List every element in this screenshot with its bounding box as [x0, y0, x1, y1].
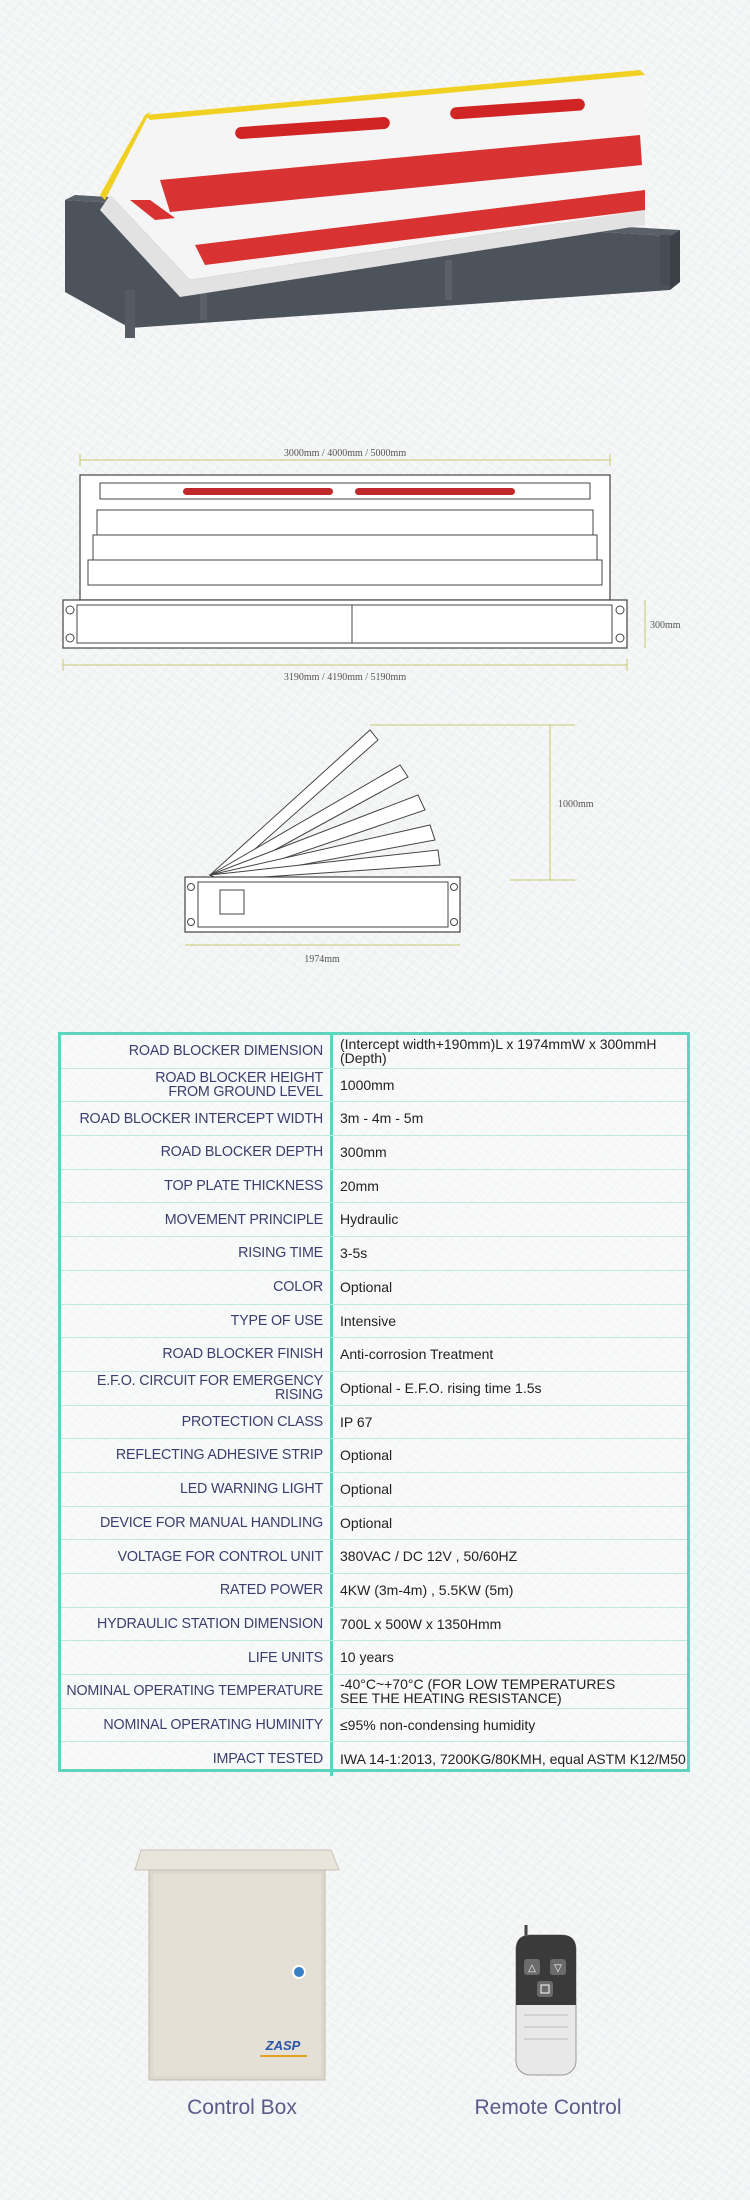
spec-row — [61, 1675, 687, 1709]
spec-value: 3-5s — [340, 1245, 368, 1262]
plate-step-2 — [93, 535, 597, 560]
spec-label: ROAD BLOCKER FINISH — [61, 1338, 333, 1371]
plate-step-1 — [97, 510, 593, 535]
spec-row — [61, 1507, 687, 1541]
spec-label: NOMINAL OPERATING TEMPERATURE — [61, 1675, 333, 1708]
plate-step-3 — [88, 560, 602, 585]
spec-label: VOLTAGE FOR CONTROL UNIT — [61, 1540, 333, 1573]
spec-row — [61, 1709, 687, 1743]
down-arrow-icon: ▽ — [554, 1963, 562, 1974]
depth-dimension-label: 1974mm — [304, 954, 340, 965]
spec-value: 1000mm — [340, 1076, 395, 1093]
spec-row — [61, 1473, 687, 1507]
frame-side — [670, 230, 680, 290]
spec-row — [61, 1035, 687, 1069]
spec-value: Optional — [340, 1447, 393, 1464]
spec-label: MOVEMENT PRINCIPLE — [61, 1203, 333, 1236]
spec-row — [61, 1439, 687, 1473]
spec-row — [61, 1203, 687, 1237]
spec-row — [61, 1372, 687, 1406]
spec-value: Optional — [340, 1514, 393, 1531]
spec-row — [61, 1271, 687, 1305]
spec-value: 300mm — [340, 1144, 387, 1161]
spec-row — [61, 1608, 687, 1642]
spec-label: IMPACT TESTED — [61, 1742, 333, 1776]
spec-label: TOP PLATE THICKNESS — [61, 1170, 333, 1203]
spec-value: 20mm — [340, 1177, 379, 1194]
spec-label: PROTECTION CLASS — [61, 1406, 333, 1439]
spec-label: E.F.O. CIRCUIT FOR EMERGENCY RISING — [61, 1372, 333, 1405]
spec-value: 10 years — [340, 1649, 394, 1666]
spec-label: DEVICE FOR MANUAL HANDLING — [61, 1507, 333, 1540]
spec-label: ROAD BLOCKER HEIGHT FROM GROUND LEVEL — [61, 1069, 333, 1102]
spec-label: RATED POWER — [61, 1574, 333, 1607]
front-view-drawing — [55, 440, 681, 700]
spec-row — [61, 1069, 687, 1103]
spec-row — [61, 1742, 687, 1776]
led-strip-right — [355, 488, 515, 495]
spec-label: RISING TIME — [61, 1237, 333, 1270]
spec-label: REFLECTING ADHESIVE STRIP — [61, 1439, 333, 1472]
remote-stop-button — [537, 1981, 553, 1997]
side-view-drawing — [180, 715, 620, 970]
spec-row — [61, 1338, 687, 1372]
spec-value: IP 67 — [340, 1413, 373, 1430]
spec-row — [61, 1170, 687, 1204]
spec-value: 700L x 500W x 1350Hmm — [340, 1615, 502, 1632]
spec-label: COLOR — [61, 1271, 333, 1304]
frame-rib-2 — [445, 260, 452, 300]
spec-value: Intensive — [340, 1312, 397, 1329]
spec-label: ROAD BLOCKER DEPTH — [61, 1136, 333, 1169]
spec-label: ROAD BLOCKER INTERCEPT WIDTH — [61, 1102, 333, 1135]
box-lock-icon — [293, 1966, 305, 1978]
control-box-title: Control Box — [187, 2096, 297, 2119]
top-plate-outline — [100, 483, 590, 499]
rise-dimension-label: 1000mm — [558, 799, 594, 810]
spec-value: IWA 14-1:2013, 7200KG/80KMH, equal ASTM K12/M50 — [340, 1750, 686, 1767]
road-blocker-render — [55, 60, 695, 380]
up-arrow-icon: △ — [528, 1963, 536, 1974]
spec-label: LIFE UNITS — [61, 1641, 333, 1674]
spec-label: LED WARNING LIGHT — [61, 1473, 333, 1506]
led-strip-left — [183, 488, 333, 495]
box-brand-logo: ZASP — [265, 2038, 301, 2053]
spec-label: HYDRAULIC STATION DIMENSION — [61, 1608, 333, 1641]
spec-value: 3m - 4m - 5m — [340, 1110, 424, 1127]
frame-outline — [63, 600, 627, 648]
spec-value: 380VAC / DC 12V , 50/60HZ — [340, 1548, 518, 1565]
control-box-image — [135, 1840, 340, 2085]
box-roof — [135, 1850, 339, 1870]
spec-row — [61, 1237, 687, 1271]
spec-value: Optional — [340, 1278, 393, 1295]
spec-row — [61, 1102, 687, 1136]
height-dimension-label: 300mm — [650, 620, 681, 631]
remote-control-title: Remote Control — [474, 2096, 622, 2119]
spec-row — [61, 1406, 687, 1440]
spec-row — [61, 1136, 687, 1170]
spec-value: Hydraulic — [340, 1211, 399, 1228]
width-dimension-label: 3000mm / 4000mm / 5000mm — [283, 448, 407, 459]
spec-value: Optional - E.F.O. rising time 1.5s — [340, 1379, 542, 1396]
frame-leg-left — [125, 290, 135, 338]
spec-value: 4KW (3m-4m) , 5.5KW (5m) — [340, 1582, 514, 1598]
frame-leg-right — [660, 235, 670, 285]
base-dimension-label: 3190mm / 4190mm / 5190mm — [283, 672, 407, 683]
spec-value: -40°C~+70°C (FOR LOW TEMPERATURES SEE THE HEATING RESISTANCE) — [340, 1675, 616, 1707]
spec-row — [61, 1305, 687, 1339]
spec-label: TYPE OF USE — [61, 1305, 333, 1338]
spec-label: NOMINAL OPERATING HUMINITY — [61, 1709, 333, 1742]
spec-label: ROAD BLOCKER DIMENSION — [61, 1035, 333, 1068]
spec-value: Anti-corrosion Treatment — [340, 1346, 494, 1363]
spec-value: ≤95% non-condensing humidity — [340, 1716, 536, 1733]
spec-value: (Intercept width+190mm)L x 1974mmW x 300mmH (Depth) — [340, 1035, 657, 1067]
spec-row — [61, 1574, 687, 1608]
remote-control-image — [510, 1915, 582, 2080]
side-frame-outline — [185, 877, 460, 932]
spec-value: Optional — [340, 1480, 393, 1497]
spec-row — [61, 1641, 687, 1675]
spec-table — [58, 1032, 690, 1772]
spec-row — [61, 1540, 687, 1574]
